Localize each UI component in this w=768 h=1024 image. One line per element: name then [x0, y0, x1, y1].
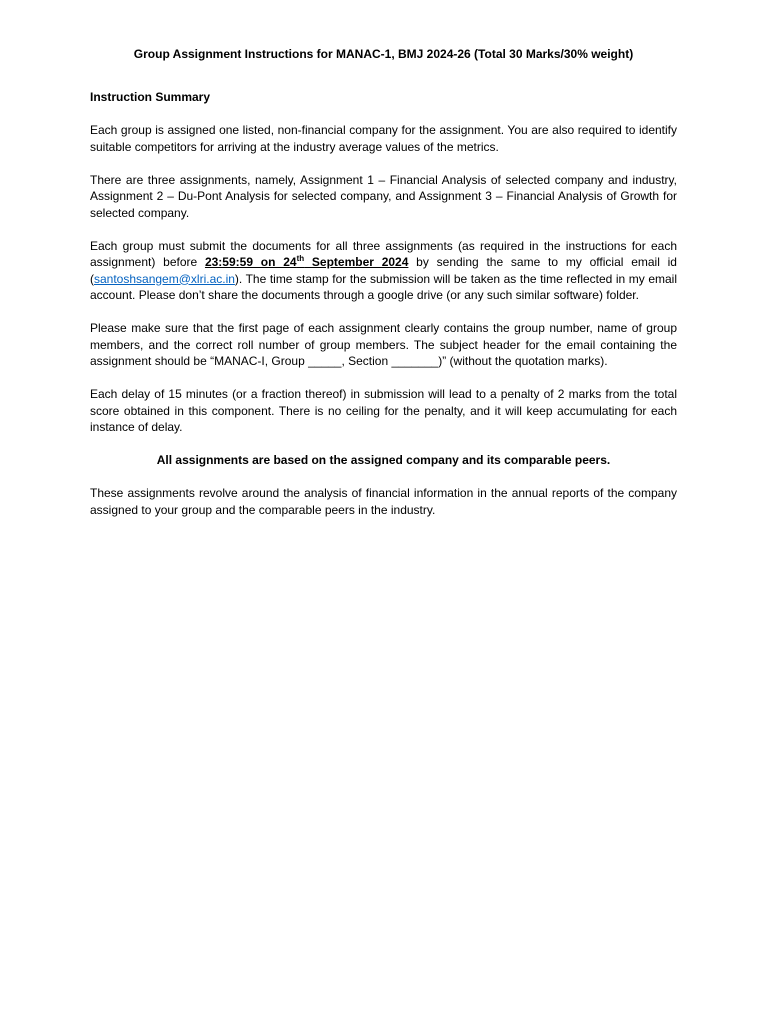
deadline-month-year: September 2024	[304, 255, 409, 269]
document-page	[90, 46, 677, 535]
paragraph-analysis-scope: These assignments revolve around the analysis of financial information in the annual reports of the company assigned to your group and the comparable peers in the industry.	[90, 486, 677, 517]
paragraph-delay-penalty: Each delay of 15 minutes (or a fraction thereof) in submission will lead to a penalty of 2 marks from the total score obtained in this component. There is no ceiling for the penalty, and it will keep accumulating for each instance of delay.	[90, 387, 677, 434]
paragraph-three-assignments: There are three assignments, namely, Assignment 1 – Financial Analysis of selected company and industry, Assignment 2 – Du-Pont Analysis for selected company, and Assignment 3 – Financial Analysis of Growth for selected company.	[90, 172, 677, 220]
deadline-ordinal: th	[296, 254, 305, 263]
email-link[interactable]: santoshsangem@xlri.ac.in	[94, 271, 235, 286]
paragraph-first-page-requirements: Please make sure that the first page of each assignment clearly contains the group number, name of group members, and the correct roll number of group members. The subject header for the email containing the assignment should be “MANAC-I, Group _____, Section _______)” (without the quotation marks).	[90, 321, 677, 368]
paragraph-submission	[90, 238, 677, 304]
section-heading: Instruction Summary	[90, 89, 211, 104]
submission-text-start: Each group must submit the documents for all three assignments (as required in the instructions for each assignment) before	[90, 238, 677, 269]
submission-deadline	[205, 255, 408, 269]
emphasis-statement: All assignments are based on the assigned company and its comparable peers.	[156, 453, 611, 467]
document-title: Group Assignment Instructions for MANAC-1, BMJ 2024-26 (Total 30 Marks/30% weight)	[133, 47, 634, 61]
deadline-time: 23:59:59 on 24	[204, 255, 297, 269]
submission-text-middle: by sending the same to my official email id (	[90, 255, 677, 286]
submission-text-end: ). The time stamp for the submission will be taken as the time reflected in my email account. Please don’t share the documents through a google drive (or any such similar software) folder.	[90, 271, 677, 302]
paragraph-company-assignment: Each group is assigned one listed, non-financial company for the assignment. You are also required to identify suitable competitors for arriving at the industry average values of the metrics.	[90, 123, 677, 154]
